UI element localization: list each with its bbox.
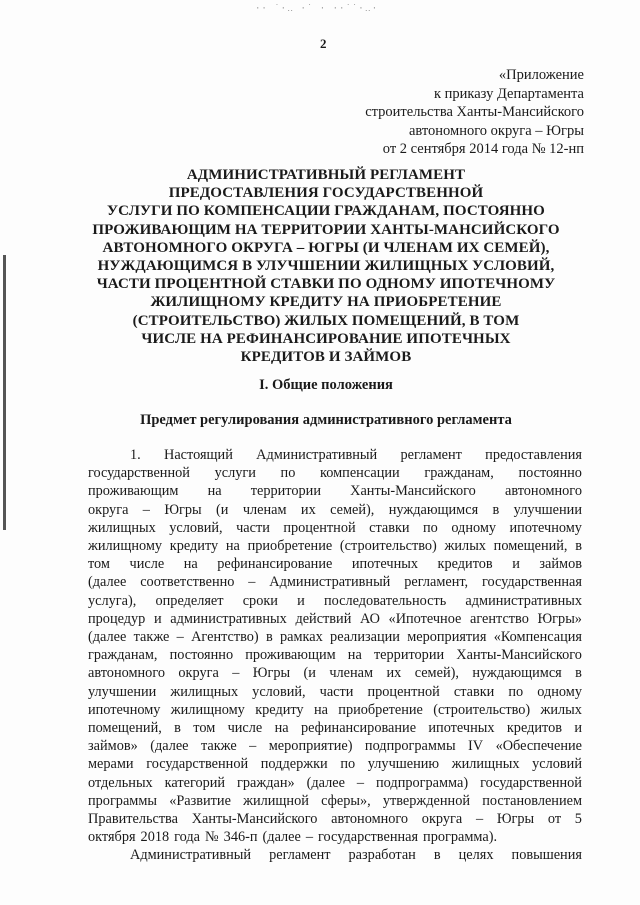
body-line: том числе на рефинансирование ипотечных кредитов и займов bbox=[88, 556, 582, 573]
appendix-block bbox=[304, 66, 584, 159]
appendix-line: «Приложение bbox=[498, 67, 584, 83]
body-line: услуга), определяет сроки и последовательность административных bbox=[88, 592, 582, 609]
body-line: 1. Настоящий Административный регламент предоставления bbox=[130, 447, 582, 463]
appendix-line: строительства Ханты-Мансийского bbox=[365, 104, 584, 120]
appendix-line: к приказу Департамента bbox=[433, 85, 584, 102]
subsection-heading: Предмет регулирования административного регламента bbox=[140, 412, 512, 428]
document-title bbox=[82, 166, 570, 366]
body-line: отдельных категорий граждан» (далее – подпрограмма) государственной bbox=[88, 774, 582, 791]
body-line: гражданам, постоянно проживающим на территории Ханты-Мансийского bbox=[88, 647, 582, 664]
body-line: жилищному кредиту на приобретение (строительство) жилых помещений, в bbox=[88, 538, 582, 555]
body-line: автономного округа – Югры (и членам их семей), нуждающимся в bbox=[88, 665, 582, 682]
body-line: округа – Югры (и членам их семей), нуждающимся в улучшении bbox=[88, 501, 582, 518]
body-line: помещений, в том числе на рефинансирование ипотечных кредитов и bbox=[88, 720, 582, 737]
section-heading: I. Общие положения bbox=[259, 377, 393, 393]
body-line: процедур и административных действий АО «Ипотечное агентство Югры» bbox=[88, 610, 582, 627]
scan-edge-mark bbox=[3, 255, 6, 530]
body-line: Административный регламент разработан в целях повышения bbox=[130, 847, 582, 864]
title-line: УСЛУГИ ПО КОМПЕНСАЦИИ ГРАЖДАНАМ, ПОСТОЯННО bbox=[107, 203, 545, 220]
title-line: ЖИЛИЩНОМУ КРЕДИТУ НА ПРИОБРЕТЕНИЕ bbox=[150, 294, 502, 311]
title-line: АВТОНОМНОГО ОКРУГА – ЮГРЫ (И ЧЛЕНАМ ИХ СЕМЕЙ), bbox=[102, 239, 550, 256]
body-line: государственной услуги по компенсации гражданам, постоянно bbox=[88, 465, 582, 482]
title-line: КРЕДИТОВ И ЗАЙМОВ bbox=[240, 349, 412, 366]
body-line: мерами государственной поддержки по улучшению жилищных условий bbox=[88, 756, 582, 773]
page-number: 2 bbox=[320, 36, 327, 51]
body-line: жилищных условий, части процентной ставки по одному ипотечному bbox=[88, 519, 582, 536]
title-line: ЧАСТИ ПРОЦЕНТНОЙ СТАВКИ ПО ОДНОМУ ИПОТЕЧНОМУ bbox=[96, 276, 556, 293]
title-line: (СТРОИТЕЛЬСТВО) ЖИЛЫХ ПОМЕЩЕНИЙ, В ТОМ bbox=[132, 312, 520, 329]
title-line: ПРЕДОСТАВЛЕНИЯ ГОСУДАРСТВЕННОЙ bbox=[168, 185, 484, 202]
body-line: улучшении жилищных условий, части процентной ставки по одному bbox=[88, 683, 582, 700]
title-line: ПРОЖИВАЮЩИМ НА ТЕРРИТОРИИ ХАНТЫ-МАНСИЙСКОГО bbox=[92, 221, 560, 238]
body-line: октября 2018 года № 346-п (далее – государственная программа). bbox=[88, 829, 498, 846]
body-line: программы «Развитие жилищной сферы», утвержденной постановлением bbox=[88, 792, 582, 809]
body-text bbox=[88, 446, 582, 865]
body-line: Правительства Ханты-Мансийского автономного округа – Югры от 5 bbox=[88, 811, 582, 828]
body-line: (далее соответственно – Административный регламент, государственная bbox=[88, 574, 582, 591]
body-line: ипотечному жилищному кредиту на приобретение (строительство) жилых bbox=[88, 701, 582, 718]
title-line: ЧИСЛЕ НА РЕФИНАНСИРОВАНИЕ ИПОТЕЧНЫХ bbox=[141, 330, 511, 347]
body-line: проживающим на территории Ханты-Мансийского автономного bbox=[88, 483, 582, 500]
title-line: АДМИНИСТРАТИВНЫЙ РЕГЛАМЕНТ bbox=[186, 167, 466, 183]
title-line: НУЖДАЮЩИМСЯ В УЛУЧШЕНИИ ЖИЛИЩНЫХ УСЛОВИЙ, bbox=[97, 258, 555, 275]
body-line: (далее также – Агентство) в рамках реализации мероприятия «Компенсация bbox=[88, 629, 582, 646]
appendix-line: от 2 сентября 2014 года № 12-нп bbox=[382, 141, 584, 157]
appendix-line: автономного округа – Югры bbox=[408, 122, 584, 139]
body-line: займов» (далее также – мероприятие) подпрограммы IV «Обеспечение bbox=[88, 738, 582, 755]
scan-artifact: ·· ˙·‥ ·˙ · ··˙˙·‥· bbox=[255, 4, 379, 14]
